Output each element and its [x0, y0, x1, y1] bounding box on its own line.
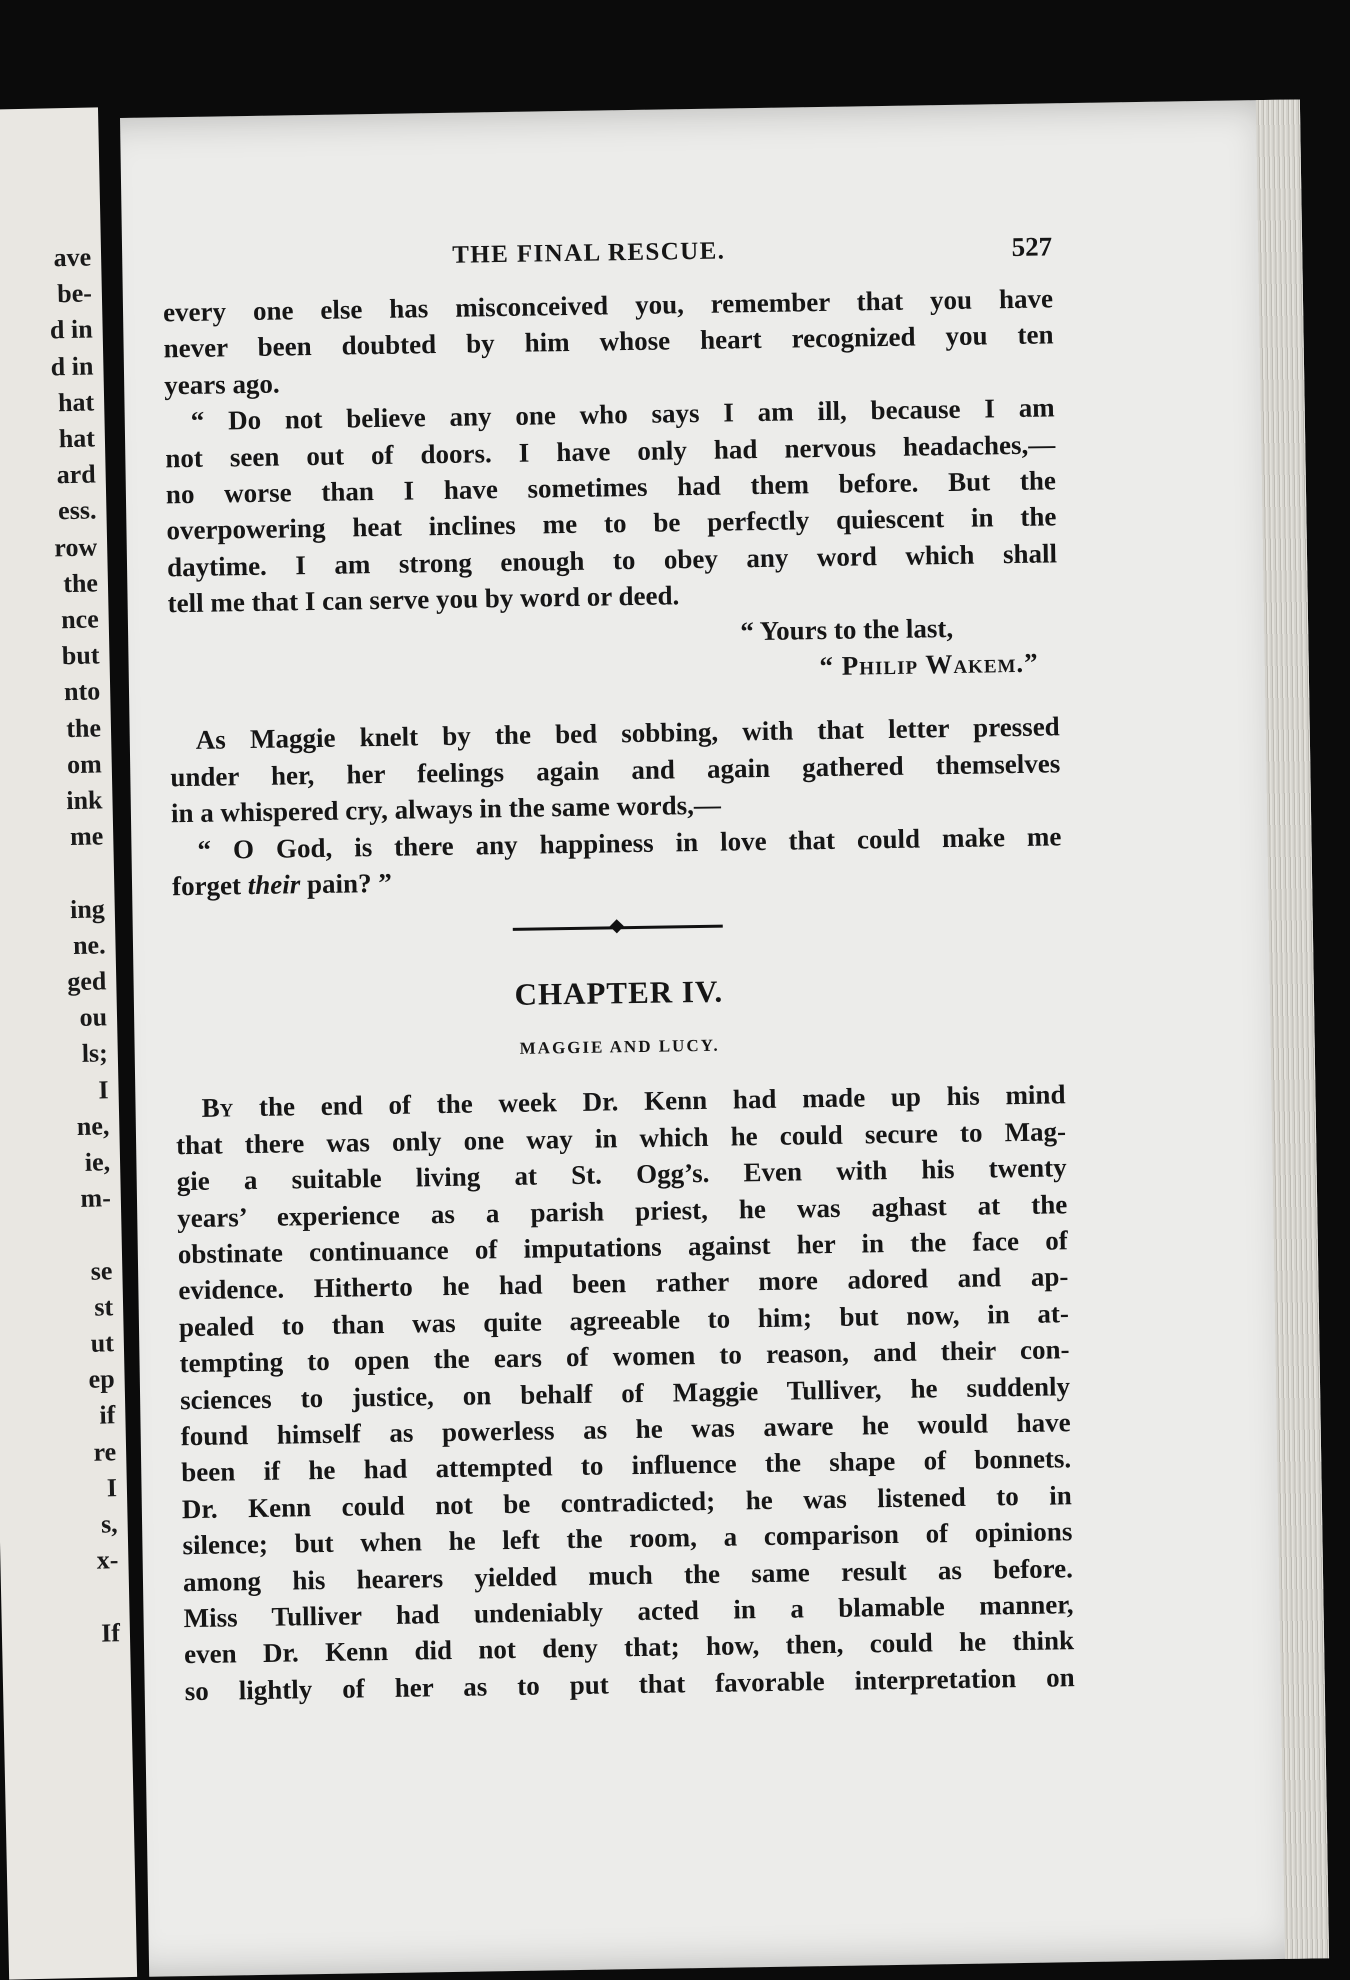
facing-page-line: x-: [96, 1545, 119, 1575]
facing-page-fragment: [0, 107, 137, 1979]
facing-page-line: m-: [80, 1183, 112, 1214]
facing-page-line: st: [94, 1292, 114, 1322]
text-fragment: the end of the week Dr. Kenn had made up his mind: [233, 1079, 1066, 1123]
facing-page-line: ard: [56, 459, 96, 490]
chapter-body: [175, 1077, 1075, 1710]
letter-closing: “ Yours to the last,: [740, 612, 954, 646]
facing-page-line: ink: [66, 785, 103, 816]
facing-page-line: se: [90, 1255, 113, 1286]
facing-page-line: ls;: [81, 1038, 109, 1069]
text-line: even Dr. Kenn did not deny that; how, then, could he think: [183, 1625, 1075, 1670]
facing-page-line: I: [106, 1473, 118, 1503]
facing-page-line: d in: [50, 351, 94, 381]
page-number: 527: [1011, 231, 1053, 263]
running-title: THE FINAL RESCUE.: [451, 237, 726, 269]
text-line: among his hearers yielded much the same result as before.: [182, 1552, 1074, 1597]
running-head: [162, 228, 1053, 282]
text-fragment: pain? ”: [300, 867, 393, 900]
text-line: found himself as powerless as he was aware he would have: [180, 1407, 1071, 1452]
facing-page-line: I: [98, 1074, 109, 1105]
drop-cap: By: [201, 1092, 234, 1124]
text-line: pealed to than was quite agreeable to him; but now, in at-: [178, 1297, 1070, 1342]
text-line: not seen out of doors. I have only had nervous headaches,—: [165, 428, 1056, 473]
text-line: tell me that I can serve you by word or deed.: [167, 580, 680, 619]
facing-page-line: but: [61, 640, 100, 671]
italic-word: their: [247, 869, 301, 901]
letter-continuation: [163, 280, 1055, 403]
facing-page-line: ep: [88, 1364, 115, 1394]
facing-page-line: me: [69, 821, 104, 852]
page-edge-stack: [1256, 99, 1329, 1958]
text-line: tempting to open the ears of women to reason, and their con-: [179, 1334, 1070, 1379]
text-line: Dr. Kenn could not be contradicted; he was listened to in: [181, 1480, 1072, 1524]
text-line: never been doubted by him whose heart recognized you ten: [163, 319, 1054, 364]
text-line: As Maggie knelt by the bed sobbing, with that letter pressed: [195, 711, 1060, 756]
facing-page-line: re: [93, 1436, 117, 1467]
chapter-subtitle: MAGGIE AND LUCY.: [519, 1035, 720, 1058]
facing-page-line: ne,: [76, 1111, 110, 1141]
facing-page-line: ou: [79, 1002, 108, 1033]
facing-page-line: be-: [56, 278, 93, 309]
chapter-title: CHAPTER IV.: [514, 973, 724, 1012]
facing-page-line: if: [99, 1400, 116, 1430]
facing-page-line: om: [66, 749, 103, 779]
text-line: “ Do not believe any one who says I am ill, because I am: [190, 392, 1055, 437]
page-text: [162, 228, 1075, 1709]
letter-paragraph: [164, 390, 1057, 622]
letter-signature: “ Philip Wakem.”: [819, 647, 1039, 682]
facing-page-line: d in: [49, 314, 93, 345]
text-line: gie a suitable living at St. Ogg’s. Even with his twenty: [176, 1152, 1067, 1197]
text-line: daytime. I am strong enough to obey any word which shall: [166, 538, 1058, 583]
text-line: that there was only one way in which he could secure to Mag-: [175, 1115, 1067, 1160]
facing-page-line: nto: [63, 676, 101, 707]
text-line: under her, her feelings again and again gathered themselves: [170, 748, 1061, 793]
facing-page-line: ess.: [57, 495, 97, 526]
facing-page-line: ged: [66, 966, 107, 997]
text-line: in a whispered cry, always in the same words,—: [170, 789, 722, 829]
text-line: years ago.: [163, 368, 280, 401]
facing-page-line: the: [62, 568, 99, 598]
text-line: every one else has misconceived you, remember that you have: [162, 283, 1054, 328]
text-fragment: forget: [171, 870, 249, 902]
text-line: evidence. Hitherto he had been rather more adored and ap-: [178, 1261, 1069, 1306]
facing-page-line: ne.: [72, 930, 106, 960]
facing-page-line: the: [65, 712, 102, 743]
facing-page-line: ut: [90, 1328, 115, 1358]
facing-page-line: ing: [69, 893, 106, 924]
text-line: “ O God, is there any happiness in love that could make me: [197, 820, 1062, 865]
text-line: overpowering heat inclines me to be perfectly quiescent in the: [166, 501, 1057, 546]
facing-page-line: hat: [57, 387, 95, 418]
text-line: silence; but when he left the room, a comparison of opinions: [182, 1516, 1073, 1561]
text-line: obstinate continuance of imputations against her in the face of: [177, 1225, 1068, 1270]
facing-page-line: s,: [100, 1509, 118, 1539]
section-divider: [513, 924, 723, 930]
text-line: so lightly of her as to put that favorable interpretation on: [184, 1662, 1075, 1706]
facing-page-line: ave: [53, 242, 92, 273]
text-line: years’ experience as a parish priest, he was aghast at the: [177, 1188, 1068, 1233]
text-line: no worse than I have sometimes had them before. But the: [165, 465, 1057, 510]
facing-page-line: row: [54, 532, 98, 562]
diamond-ornament-icon: [610, 919, 624, 933]
text-line: been if he had attempted to influence the shape of bonnets.: [181, 1443, 1072, 1488]
text-line: sciences to justice, on behalf of Maggie Tulliver, he suddenly: [179, 1370, 1071, 1415]
facing-page-line: nce: [60, 604, 99, 635]
facing-page-line: If: [100, 1617, 121, 1648]
book-page: [120, 99, 1329, 1976]
facing-page-line: ie,: [84, 1147, 111, 1177]
text-line: Miss Tulliver had undeniably acted in a blamable manner,: [183, 1589, 1074, 1634]
narrative-paragraph: [170, 709, 1063, 905]
facing-page-line: hat: [58, 423, 96, 454]
